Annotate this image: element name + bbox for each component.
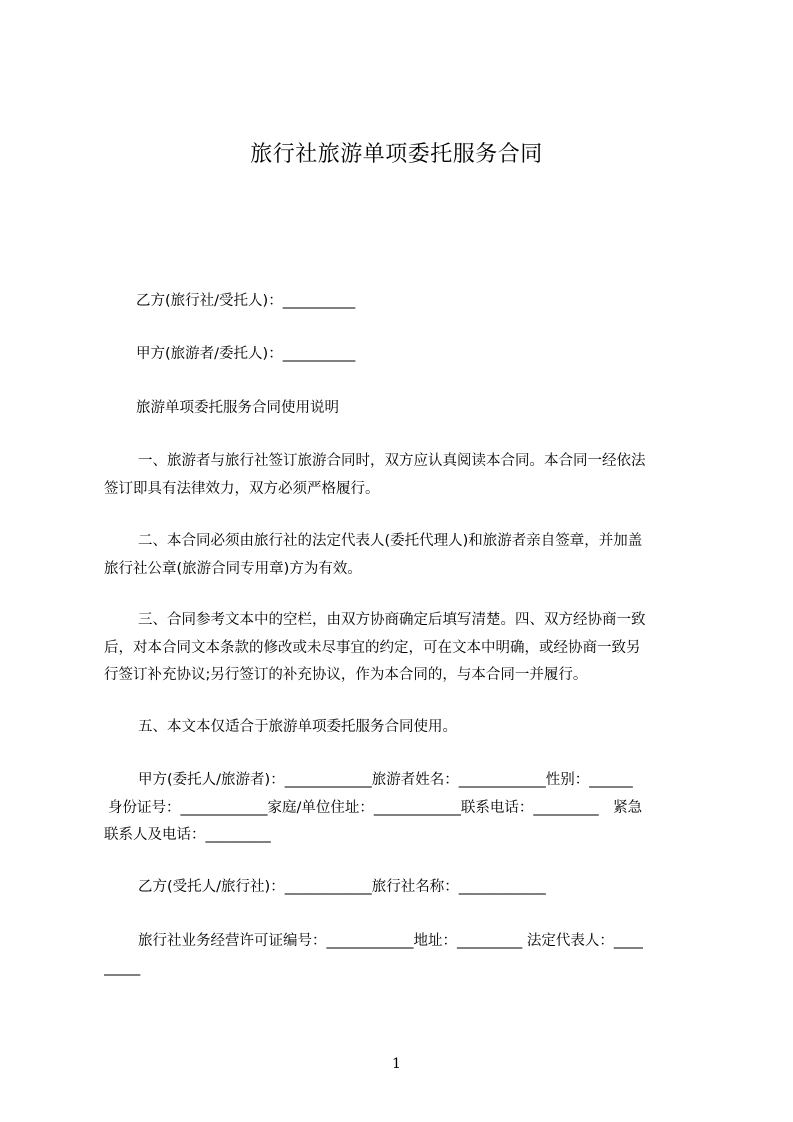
party-b-line: 乙方(旅行社/受托人)：__________ bbox=[136, 293, 356, 309]
party-b-details: 乙方(受托人/旅行社)：____________旅行社名称：____________ bbox=[138, 879, 546, 895]
party-a-details-line-2: 身份证号：____________家庭/单位住址：____________联系电话：_________ 紧急 bbox=[108, 800, 643, 816]
clause-3-line-3: 行签订补充协议;另行签订的补充协议，作为本合同的，与本合同一并履行。 bbox=[104, 667, 588, 683]
page-number: 1 bbox=[392, 1056, 401, 1072]
agency-details-line-2: _____ bbox=[104, 960, 141, 976]
party-a-details-line-1: 甲方(委托人/旅游者)：____________旅游者姓名：____________性别：______ bbox=[138, 772, 633, 788]
party-a-details-line-3: 联系人及电话：_________ bbox=[104, 827, 271, 843]
clause-2-line-2: 旅行社公章(旅游合同专用章)方为有效。 bbox=[104, 561, 362, 577]
party-a-line: 甲方(旅游者/委托人)：__________ bbox=[136, 346, 356, 362]
agency-details-line-1: 旅行社业务经营许可证编号：____________地址：_________ 法定代表人：____ bbox=[138, 933, 643, 949]
clause-3-line-1: 三、合同参考文本中的空栏，由双方协商确定后填写清楚。四、双方经协商一致 bbox=[138, 612, 646, 628]
clause-1-line-2: 签订即具有法律效力，双方必须严格履行。 bbox=[104, 481, 380, 497]
clause-1-line-1: 一、旅游者与旅行社签订旅游合同时，双方应认真阅读本合同。本合同一经依法 bbox=[138, 453, 646, 469]
document-title: 旅行社旅游单项委托服务合同 bbox=[250, 142, 543, 167]
instructions-heading: 旅游单项委托服务合同使用说明 bbox=[136, 400, 339, 416]
clause-3-line-2: 后，对本合同文本条款的修改或未尽事宜的约定，可在文本中明确，或经协商一致另 bbox=[104, 640, 641, 656]
clause-2-line-1: 二、本合同必须由旅行社的法定代表人(委托代理人)和旅游者亲自签章，并加盖 bbox=[138, 533, 643, 549]
clause-5: 五、本文本仅适合于旅游单项委托服务合同使用。 bbox=[138, 719, 457, 735]
